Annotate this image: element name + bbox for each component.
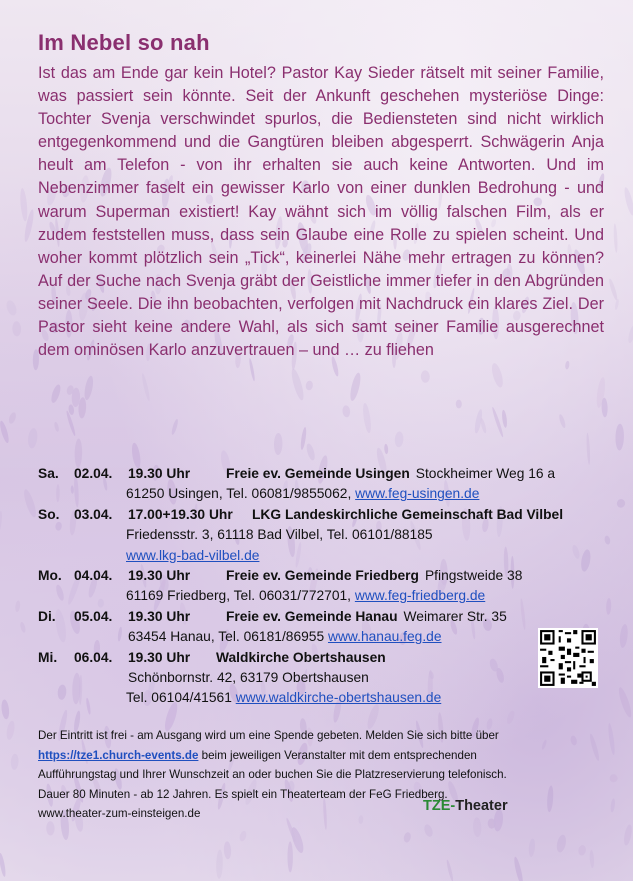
schedule-row-so (38, 505, 608, 525)
schedule-contact-line (126, 484, 479, 504)
schedule-row-mo-contact (38, 586, 608, 606)
schedule-venue-line (226, 464, 555, 484)
schedule-row-sa-contact (38, 484, 608, 504)
schedule-row-di-contact (38, 627, 608, 647)
schedule-row-sa (38, 464, 608, 484)
schedule-row-mi-contact (38, 668, 608, 688)
schedule-time: 19.30 Uhr (128, 466, 191, 481)
schedule-time: 17.00+19.30 Uhr (128, 506, 233, 522)
schedule-phone: Tel. 06104/41561 (126, 690, 232, 706)
schedule-row-so-contact (38, 525, 608, 545)
schedule-venue-line (226, 607, 507, 627)
schedule-contact-line (128, 627, 442, 647)
footer-line-1: Der Eintritt ist frei - am Ausgang wird um eine Spende gebeten. Melden Sie sich bitte über (38, 729, 499, 742)
schedule-day: Sa. (38, 466, 59, 481)
schedule-website-link[interactable]: www.waldkirche-obertshausen.de (235, 690, 442, 706)
schedule-street: Weimarer Str. 35 (403, 608, 507, 624)
play-title: Im Nebel so nah (38, 30, 210, 55)
footer-line-3: Aufführungstag und Ihrer Wunschzeit an oder buchen Sie die Platzreservierung telefonisch. (38, 768, 507, 782)
schedule-city: Friedensstr. 3, 61118 Bad Vilbel, Tel. 06101/88185 (126, 527, 433, 543)
footer-line-2-text: beim jeweiligen Veranstalter mit dem entsprechenden (201, 748, 477, 762)
qr-code-icon[interactable] (538, 628, 598, 688)
schedule-website-link[interactable]: www.feg-usingen.de (355, 486, 480, 502)
schedule-date: 06.04. (74, 649, 113, 665)
schedule-venue: Freie ev. Gemeinde Usingen (226, 466, 410, 481)
performance-schedule (38, 464, 608, 709)
schedule-time: 19.30 Uhr (128, 649, 191, 665)
schedule-venue: Freie ev. Gemeinde Friedberg (226, 567, 419, 583)
schedule-venue: Freie ev. Gemeinde Hanau (226, 608, 398, 624)
brand-part-2: Theater (455, 798, 508, 814)
schedule-time: 19.30 Uhr (128, 567, 191, 583)
schedule-street: Stockheimer Weg 16 a (415, 466, 556, 481)
schedule-website-link[interactable]: www.lkg-bad-vilbel.de (126, 547, 260, 563)
schedule-city: Schönbornstr. 42, 63179 Obertshausen (128, 669, 369, 685)
schedule-date: 05.04. (74, 608, 113, 624)
tze-theater-logo (423, 798, 508, 814)
schedule-city: 61250 Usingen, Tel. 06081/9855062, (126, 486, 352, 502)
schedule-city: 61169 Friedberg, Tel. 06031/772701, (126, 588, 352, 604)
footer-line-2 (38, 746, 604, 766)
schedule-venue: LKG Landeskirchliche Gemeinschaft Bad Vilbel (252, 506, 564, 522)
schedule-time: 19.30 Uhr (128, 608, 191, 624)
booking-link[interactable]: https://tze1.church-events.de (38, 748, 199, 762)
footer-info (38, 726, 604, 824)
schedule-row-so-web (38, 546, 608, 566)
schedule-date: 03.04. (74, 506, 113, 522)
schedule-day: Mo. (38, 567, 62, 583)
play-synopsis: Ist das am Ende gar kein Hotel? Pastor Kay Sieder rätselt mit seiner Familie, was passiert sein könnte. Seit der Ankunft geschehen mysteriöse Dinge: Tochter Svenja verschwindet spurlos, die Bediensteten sind nicht wirklich entgegenkommend und die Gangtüren bleiben abgesperrt. Schwägerin Anja heult am Telefon - von ihr erhalten sie auch keine Antworten. Und im Nebenzimmer faselt ein gewisser Karlo von einer dunklen Bedrohung - und warum Superman existiert! Kay wähnt sich im völlig falschen Film, als er zudem feststellen muss, dass sein Glaube eine Rolle zu spielen scheint. Und woher kommt plötzlich sein „Tick“, keinerlei Nähe mehr ertragen zu können? Auf der Suche nach Svenja gräbt der Geistliche immer tiefer in den Abgründen seiner Seele. Die ihn beobachten, verfolgen mit Nachdruck ein klares Ziel. Der Pastor sieht keine andere Wahl, als sich samt seiner Familie ausgerechnet dem ominösen Karlo anzuvertrauen – und … zu fliehen (38, 64, 604, 360)
schedule-venue-line (226, 566, 522, 586)
schedule-day: Mi. (38, 649, 58, 665)
schedule-venue: Waldkirche Obertshausen (216, 649, 386, 665)
schedule-row-di (38, 607, 608, 627)
schedule-day: So. (38, 506, 60, 522)
schedule-street: Pfingstweide 38 (424, 567, 523, 583)
schedule-website-link[interactable]: www.feg-friedberg.de (354, 588, 486, 604)
schedule-row-mo (38, 566, 608, 586)
schedule-date: 02.04. (74, 466, 113, 481)
footer-line-4: Dauer 80 Minuten - ab 12 Jahren. Es spielt ein Theaterteam der FeG Friedberg. (38, 787, 448, 801)
schedule-contact-line (126, 586, 485, 606)
schedule-day: Di. (38, 608, 56, 624)
brand-part-1: TZE- (423, 798, 456, 814)
schedule-website-link[interactable]: www.hanau.feg.de (327, 629, 442, 645)
footer-website[interactable]: www.theater-zum-einsteigen.de (38, 807, 201, 821)
schedule-contact-line (126, 688, 441, 708)
schedule-city: 63454 Hanau, Tel. 06181/86955 (128, 629, 325, 645)
schedule-row-mi-web (38, 688, 608, 708)
schedule-date: 04.04. (74, 567, 113, 583)
schedule-row-mi (38, 648, 608, 668)
